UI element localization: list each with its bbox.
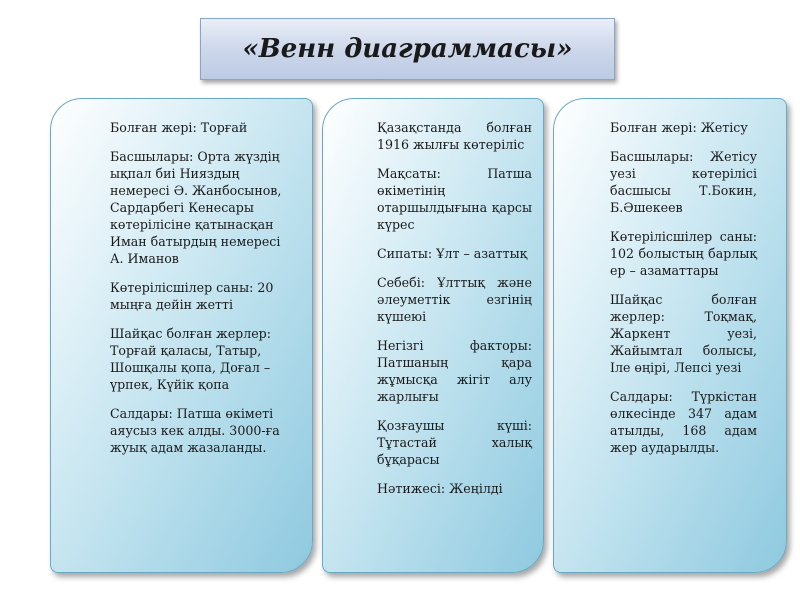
diagram-title: «Венн диаграммасы»	[242, 34, 573, 64]
panel-torgai-text	[110, 119, 290, 562]
panel-common-text	[377, 119, 532, 562]
zhetisu-leaders: Басшылары: Жетісу уезі көтерілісі басшысы Т.Бокин, Б.Әшекеев	[610, 149, 757, 215]
torgai-rebels-count: Көтерілісшілер саны: 20 мыңға дейін жетті	[110, 280, 274, 312]
panel-common	[322, 98, 544, 573]
common-heading: Қазақстанда болған 1916 жылғы көтеріліс	[377, 120, 532, 152]
torgai-location: Болған жері: Торғай	[110, 120, 248, 135]
zhetisu-rebels-count: Көтерілісшілер саны: 102 болыстың барлық ер – азаматтары	[610, 229, 757, 278]
torgai-consequences: Салдары: Патша өкіметі аяусыз кек алды. 3000-ға жуық адам жазаланды.	[110, 406, 280, 455]
common-cause: Себебі: Ұлттық және әлеуметтік езгінің күшеюі	[377, 275, 532, 324]
common-goal: Мақсаты: Патша өкіметінің отаршылдығына қарсы күрес	[377, 166, 532, 232]
common-driving-force: Қозғаушы күші: Тұтастай халық бұқарасы	[377, 418, 532, 467]
common-result: Нәтижесі: Жеңілді	[377, 481, 503, 496]
common-character: Сипаты: Ұлт – азаттық	[377, 246, 528, 261]
zhetisu-consequences: Салдары: Түркістан өлкесінде 347 адам атылды, 168 адам жер аударылды.	[610, 389, 757, 455]
panel-torgai	[50, 98, 313, 573]
torgai-leaders: Басшылары: Орта жүздің ықпал биі Нияздың немересі Ә. Жанбосынов, Сардарбегі Кенесары көтерілісіне қатынасқан Иман батырдың немересі А. Иманов	[110, 149, 282, 266]
common-main-factor: Негізгі факторы: Патшаның қара жұмысқа жігіт алу жарлығы	[377, 338, 532, 404]
zhetisu-location: Болған жері: Жетісу	[610, 120, 748, 135]
torgai-battle-sites: Шайқас болған жерлер: Торғай қаласы, Татыр, Шошқалы қопа, Доғал – үрпек, Күйік қопа	[110, 326, 271, 392]
title-banner	[200, 18, 615, 80]
zhetisu-battle-sites: Шайқас болған жерлер: Тоқмақ, Жаркент уезі, Жайымтал болысы, Іле өңірі, Лепсі уезі	[610, 292, 757, 375]
panel-zhetisu	[553, 98, 787, 573]
panel-zhetisu-text	[610, 119, 757, 562]
